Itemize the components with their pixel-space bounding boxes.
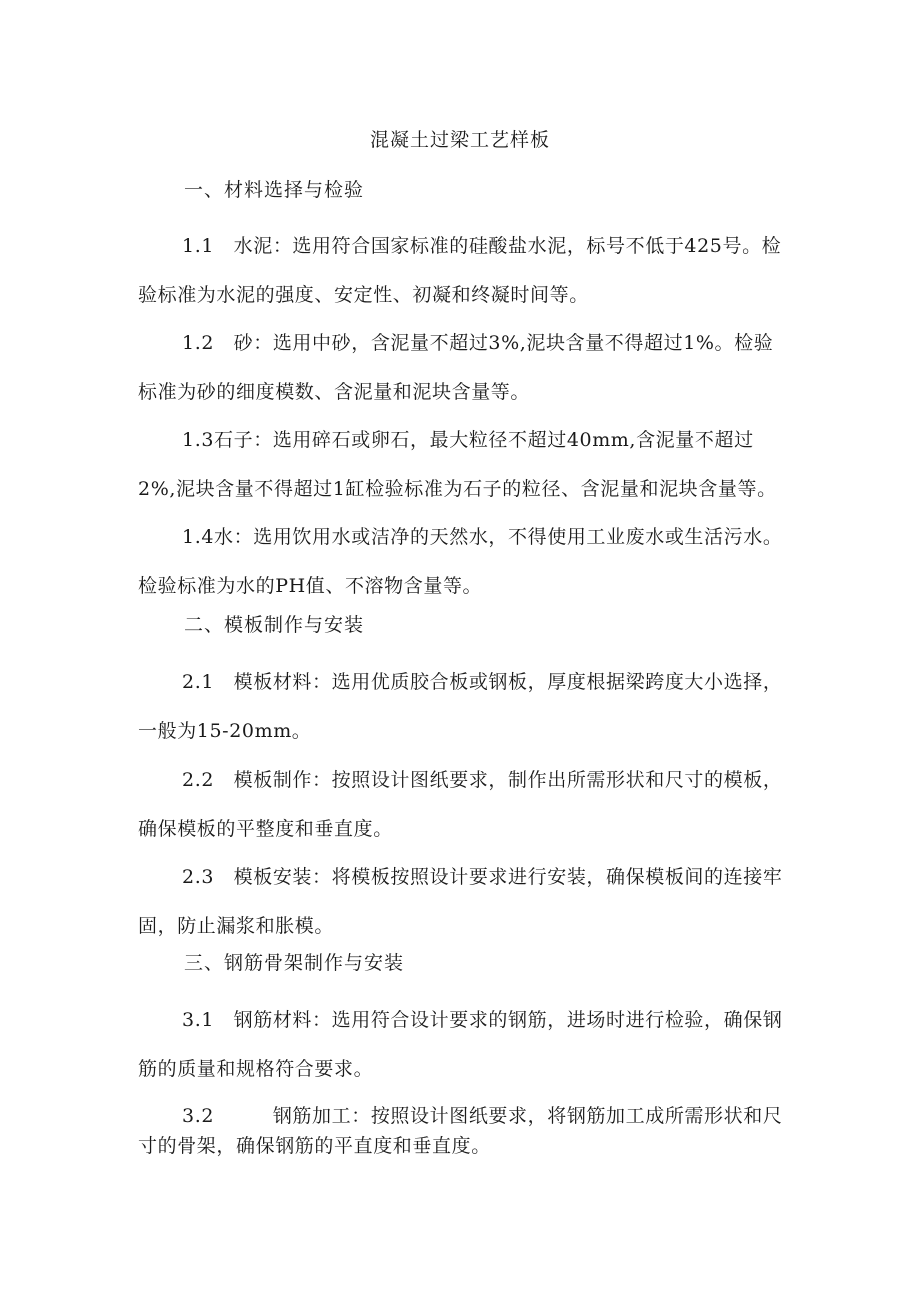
paragraph-line: 验标准为水泥的强度、安定性、初凝和终凝时间等。 bbox=[138, 284, 589, 306]
paragraph-2-2 bbox=[138, 756, 788, 854]
paragraph-1-4 bbox=[138, 513, 788, 611]
paragraph-line: 3.1 钢筋材料：选用符合设计要求的钢筋，进场时进行检验，确保钢 bbox=[182, 1009, 783, 1031]
document-title: 混凝土过梁工艺样板 bbox=[369, 129, 550, 151]
paragraph-3-1 bbox=[138, 996, 788, 1094]
paragraph-2-3 bbox=[138, 853, 788, 951]
paragraph-1-3 bbox=[138, 416, 788, 514]
paragraph-line: 筋的质量和规格符合要求。 bbox=[138, 1058, 374, 1080]
paragraph-line: 1.2 砂：选用中砂，含泥量不超过3%,泥块含量不得超过1%。检验 bbox=[182, 332, 774, 354]
paragraph-line: 1.4水：选用饮用水或洁净的天然水，不得使用工业废水或生活污水。 bbox=[182, 526, 783, 548]
paragraph-3-2 bbox=[138, 1101, 788, 1161]
paragraph-1-2 bbox=[138, 319, 788, 417]
paragraph-line: 2.3 模板安装：将模板按照设计要求进行安装，确保模板间的连接牢 bbox=[182, 866, 783, 888]
paragraph-line: 检验标准为水的PH值、不溶物含量等。 bbox=[138, 575, 483, 597]
section-heading-2: 二、模板制作与安装 bbox=[184, 614, 365, 636]
paragraph-line: 一般为15-20mm。 bbox=[138, 720, 312, 742]
paragraph-line: 标准为砂的细度模数、含泥量和泥块含量等。 bbox=[138, 381, 531, 403]
paragraph-line: 3.2 钢筋加工：按照设计图纸要求，将钢筋加工成所需形状和尺 bbox=[182, 1105, 783, 1127]
paragraph-line: 1.3石子：选用碎石或卵石，最大粒径不超过40mm,含泥量不超过 bbox=[182, 429, 754, 451]
paragraph-1-1 bbox=[138, 222, 788, 320]
paragraph-line: 1.1 水泥：选用符合国家标准的硅酸盐水泥，标号不低于425号。检 bbox=[182, 235, 782, 257]
paragraph-line: 寸的骨架，确保钢筋的平直度和垂直度。 bbox=[138, 1135, 491, 1157]
section-heading-3: 三、钢筋骨架制作与安装 bbox=[184, 952, 405, 974]
paragraph-line: 2.2 模板制作：按照设计图纸要求，制作出所需形状和尺寸的模板， bbox=[182, 769, 783, 791]
paragraph-2-1 bbox=[138, 658, 788, 756]
paragraph-line: 2%,泥块含量不得超过1缸检验标准为石子的粒径、含泥量和泥块含量等。 bbox=[138, 478, 777, 500]
paragraph-line: 确保模板的平整度和垂直度。 bbox=[138, 818, 393, 840]
paragraph-line: 固，防止漏浆和胀模。 bbox=[138, 915, 335, 937]
paragraph-line: 2.1 模板材料：选用优质胶合板或钢板，厚度根据梁跨度大小选择， bbox=[182, 671, 783, 693]
section-heading-1: 一、材料选择与检验 bbox=[184, 179, 365, 201]
